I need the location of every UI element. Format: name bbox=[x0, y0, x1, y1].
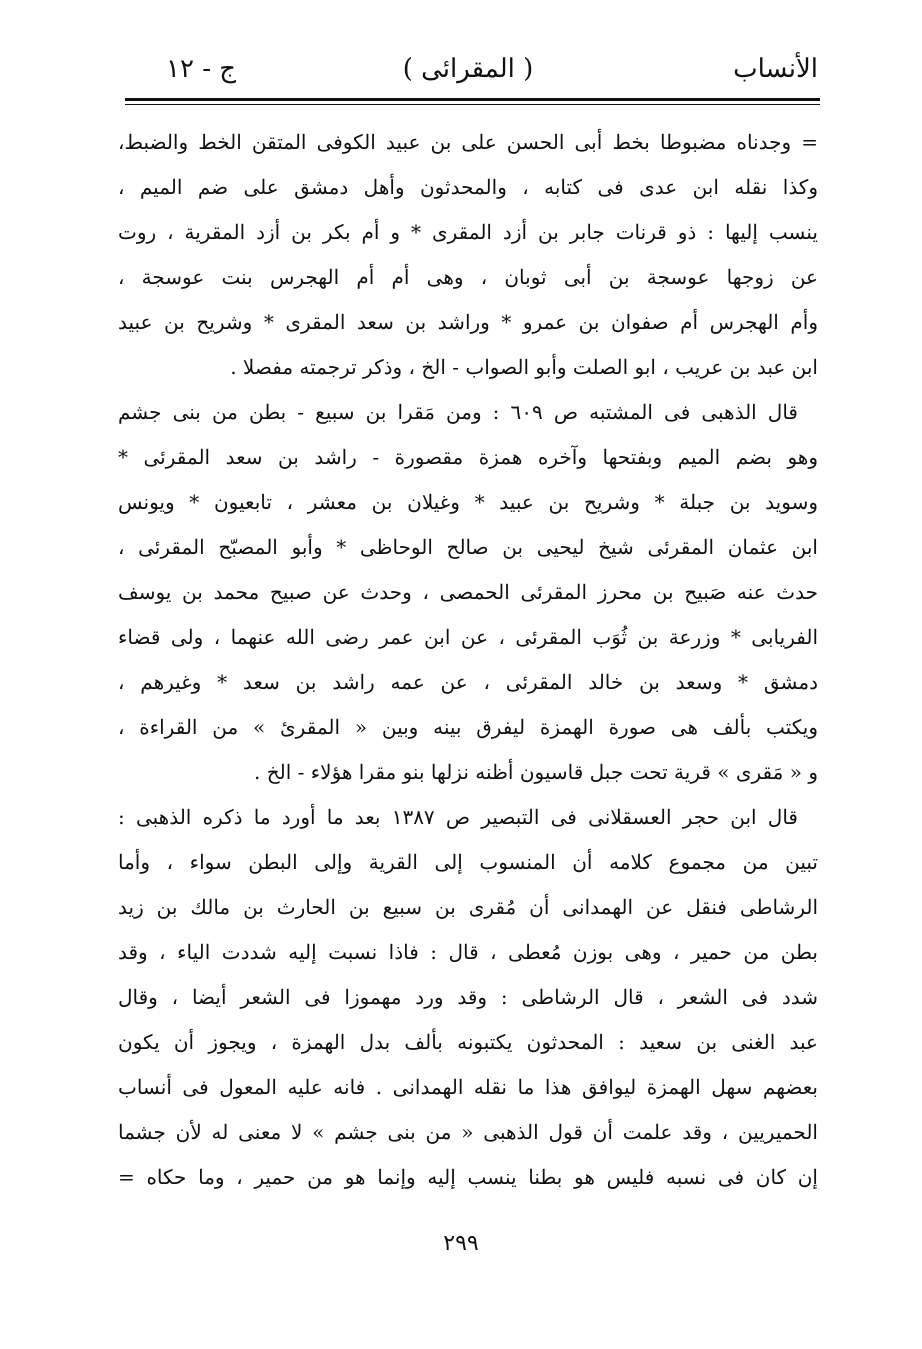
header-rule-thin bbox=[125, 104, 820, 105]
text-line: الرشاطى فنقل عن الهمدانى أن مُقرى بن سبيع بن الحارث بن مالك بن زيد bbox=[118, 895, 818, 919]
text-line: ويكتب بألف هى صورة الهمزة ليفرق بينه وبين « المقرئ » من القراءة ، bbox=[118, 715, 818, 739]
text-line: ابن عبد بن عريب ، ابو الصلت وأبو الصواب - الخ ، وذكر ترجمته مفصلا . bbox=[230, 355, 818, 379]
text-line: إن كان فى نسبه فليس هو بطنا ينسب إليه وإنما هو من حمير ، وما حكاه = bbox=[118, 1165, 818, 1189]
header-book-title: الأنساب bbox=[733, 54, 818, 84]
text-line: ينسب إليها : ذو قرنات جابر بن أزد المقرى * و أم بكر بن أزد المقرية ، روت bbox=[118, 220, 818, 244]
header-entry-title: ( المقرائى ) bbox=[402, 54, 534, 84]
text-line: وهو بضم الميم وبفتحها وآخره همزة مقصورة - راشد بن سعد المقرئى * bbox=[118, 445, 818, 469]
text-line: عبد الغنى بن سعيد : المحدثون يكتبونه بألف بدل الهمزة ، ويجوز أن يكون bbox=[118, 1030, 818, 1054]
text-line: وكذا نقله ابن عدى فى كتابه ، والمحدثون وأهل دمشق على ضم الميم ، bbox=[118, 175, 818, 199]
header-volume-number: ج - ١٢ bbox=[166, 54, 237, 84]
text-line: الفريابى * وزرعة بن ثُوَب المقرئى ، عن ابن عمر رضى الله عنهما ، ولى قضاء bbox=[118, 625, 818, 649]
running-header bbox=[118, 50, 818, 90]
text-line: = وجدناه مضبوطا بخط أبى الحسن على بن عبيد الكوفى المتقن الخط والضبط، bbox=[118, 130, 818, 154]
text-line: قال الذهبى فى المشتبه ص ٦٠٩ : ومن مَقرا بن سبيع - بطن من بنى جشم bbox=[118, 400, 798, 424]
page-number: ٢٩٩ bbox=[443, 1231, 479, 1256]
header-rule-thick bbox=[125, 98, 820, 101]
text-line: قال ابن حجر العسقلانى فى التبصير ص ١٣٨٧ بعد ما أورد ما ذكره الذهبى : bbox=[118, 805, 798, 829]
text-line: حدث عنه صَبيح بن محرز المقرئى الحمصى ، وحدث عن صبيح محمد بن يوسف bbox=[118, 580, 818, 604]
text-line: ابن عثمان المقرئى شيخ ليحيى بن صالح الوحاظى * وأبو المصبّح المقرئى ، bbox=[118, 535, 818, 559]
text-line: عن زوجها عوسجة بن أبى ثوبان ، وهى أم أم الهجرس بنت عوسجة ، bbox=[118, 265, 818, 289]
text-line: وسويد بن جبلة * وشريح بن عبيد * وغيلان بن معشر ، تابعيون * ويونس bbox=[118, 490, 818, 514]
text-line: بعضهم سهل الهمزة ليوافق هذا ما نقله الهمدانى . فانه عليه المعول فى أنساب bbox=[118, 1075, 818, 1099]
text-line: شدد فى الشعر ، قال الرشاطى : وقد ورد مهموزا فى الشعر أيضا ، وقال bbox=[118, 985, 818, 1009]
text-line: وأم الهجرس أم صفوان بن عمرو * وراشد بن سعد المقرى * وشريح بن عبيد bbox=[118, 310, 818, 334]
text-line: بطن من حمير ، وهى بوزن مُعطى ، قال : فاذا نسبت إليه شددت الياء ، وقد bbox=[118, 940, 818, 964]
page-body bbox=[118, 120, 818, 1200]
text-line: دمشق * وسعد بن خالد المقرئى ، عن عمه راشد بن سعد * وغيرهم ، bbox=[118, 670, 818, 694]
text-line: الحميريين ، وقد علمت أن قول الذهبى « من بنى جشم » لا معنى له لأن جشما bbox=[118, 1120, 818, 1144]
text-line: و « مَقرى » قرية تحت جبل قاسيون أظنه نزلها بنو مقرا هؤلاء - الخ . bbox=[254, 760, 818, 784]
text-line: تبين من مجموع كلامه أن المنسوب إلى القرية وإلى البطن سواء ، وأما bbox=[118, 850, 818, 874]
